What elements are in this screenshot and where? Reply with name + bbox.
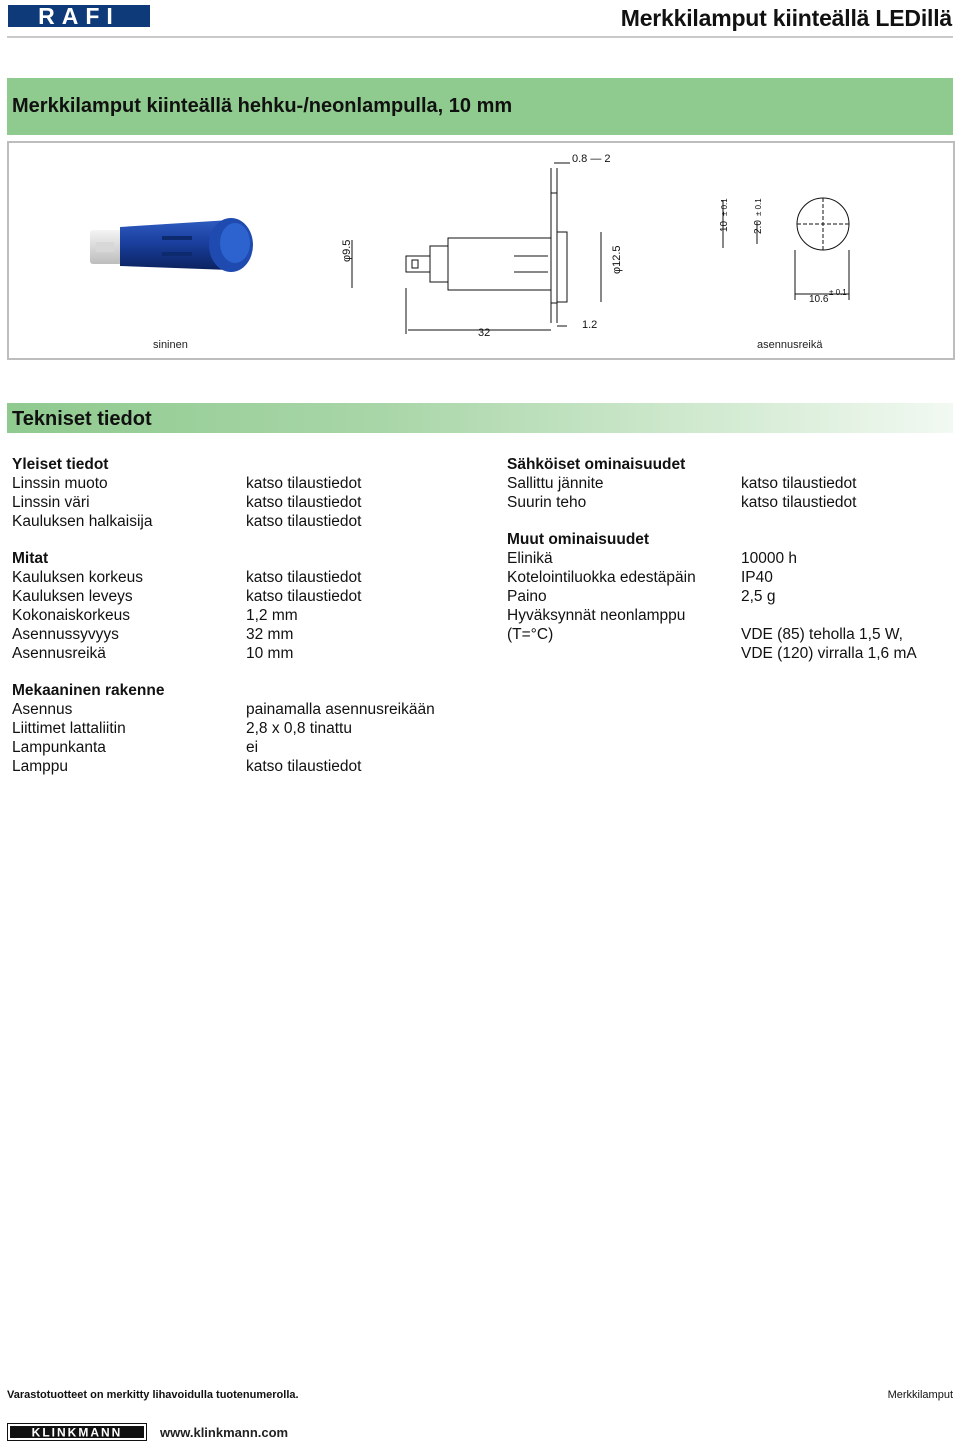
hole-diameter: 10.6 — [809, 294, 829, 305]
spec-label: Asennussyvyys — [12, 626, 119, 643]
spec-value: 2,5 g — [741, 588, 776, 605]
spec-heading-general: Yleiset tiedot — [12, 456, 109, 473]
spec-label: Hyväksynnät neonlamppu — [507, 607, 686, 624]
page-title: Merkkilamput kiinteällä LEDillä — [620, 5, 952, 31]
dimension-drawing — [338, 148, 623, 339]
hole-height-tolerance: ± 0.1 — [720, 198, 729, 216]
spec-label: Sallittu jännite — [507, 475, 604, 492]
hole-width-tolerance: ± 0.1 — [754, 198, 763, 216]
spec-label: Kauluksen korkeus — [12, 569, 143, 586]
spec-label: Linssin väri — [12, 494, 90, 511]
spec-value: 32 mm — [246, 626, 294, 643]
spec-value: VDE (120) virralla 1,6 mA — [741, 645, 917, 662]
spec-heading-electrical: Sähköiset ominaisuudet — [507, 456, 686, 473]
spec-value: 1,2 mm — [246, 607, 298, 624]
spec-heading-other: Muut ominaisuudet — [507, 531, 650, 548]
spec-value: katso tilaustiedot — [741, 475, 857, 492]
spec-value: katso tilaustiedot — [246, 513, 362, 530]
spec-label: Elinikä — [507, 550, 553, 567]
spec-label: Suurin teho — [507, 494, 587, 511]
spec-value: painamalla asennusreikään — [246, 701, 435, 718]
mounting-hole-drawing — [705, 192, 865, 304]
spec-label: (T=°C) — [507, 626, 554, 643]
rafi-logo — [8, 5, 150, 27]
spec-label: Kotelointiluokka edestäpäin — [507, 569, 696, 586]
tech-data-title: Tekniset tiedot — [12, 408, 152, 430]
spec-value: VDE (85) teholla 1,5 W, — [741, 626, 903, 643]
spec-label: Lamppu — [12, 758, 69, 775]
dim-body-diameter: φ9.5 — [341, 239, 353, 262]
spec-value: 10000 h — [741, 550, 798, 567]
spec-label: Kauluksen halkaisija — [12, 513, 153, 530]
footer-website-link[interactable]: www.klinkmann.com — [160, 1425, 289, 1440]
indicator-lamp-image — [90, 214, 255, 276]
spec-value: katso tilaustiedot — [246, 758, 362, 775]
spec-value: katso tilaustiedot — [246, 494, 362, 511]
spec-label: Lampunkanta — [12, 739, 106, 756]
caption-color: sininen — [153, 339, 188, 351]
klinkmann-logo — [7, 1423, 147, 1441]
footer-section: Merkkilamput — [887, 1389, 953, 1401]
dim-thickness: 0.8 — 2 — [572, 153, 611, 165]
spec-value: ei — [246, 739, 259, 756]
spec-label: Paino — [507, 588, 547, 605]
spec-value: 2,8 x 0,8 tinattu — [246, 720, 352, 737]
footer-note: Varastotuotteet on merkitty lihavoidulla tuotenumerolla. — [7, 1389, 299, 1401]
spec-label: Asennus — [12, 701, 73, 718]
rafi-logo-text: RAFI — [38, 3, 120, 29]
header-divider — [7, 36, 953, 38]
hole-diameter-tolerance: ± 0.1 — [829, 288, 847, 297]
spec-value: 10 mm — [246, 645, 294, 662]
spec-label: Kokonaiskorkeus — [12, 607, 131, 624]
spec-label: Liittimet lattaliitin — [12, 720, 126, 737]
caption-mounting-hole: asennusreikä — [757, 339, 823, 351]
spec-value: katso tilaustiedot — [246, 569, 362, 586]
hole-height: 10 — [719, 220, 730, 232]
spec-heading-mechanical: Mekaaninen rakenne — [12, 682, 165, 699]
spec-value: IP40 — [741, 569, 773, 586]
spec-label: Asennusreikä — [12, 645, 106, 662]
spec-heading-dimensions: Mitat — [12, 550, 49, 567]
spec-label: Kauluksen leveys — [12, 588, 133, 605]
spec-value: katso tilaustiedot — [246, 588, 362, 605]
dim-length: 32 — [478, 327, 491, 339]
spec-value: katso tilaustiedot — [246, 475, 362, 492]
spec-label: Linssin muoto — [12, 475, 108, 492]
hole-width: 2.0 — [753, 220, 764, 234]
klinkmann-logo-text: KLINKMANN — [31, 1425, 123, 1440]
dim-flange-diameter: φ12.5 — [611, 245, 623, 274]
spec-value: katso tilaustiedot — [741, 494, 857, 511]
product-title: Merkkilamput kiinteällä hehku-/neonlampulla, 10 mm — [12, 95, 513, 117]
dim-flange-thickness: 1.2 — [582, 319, 598, 331]
